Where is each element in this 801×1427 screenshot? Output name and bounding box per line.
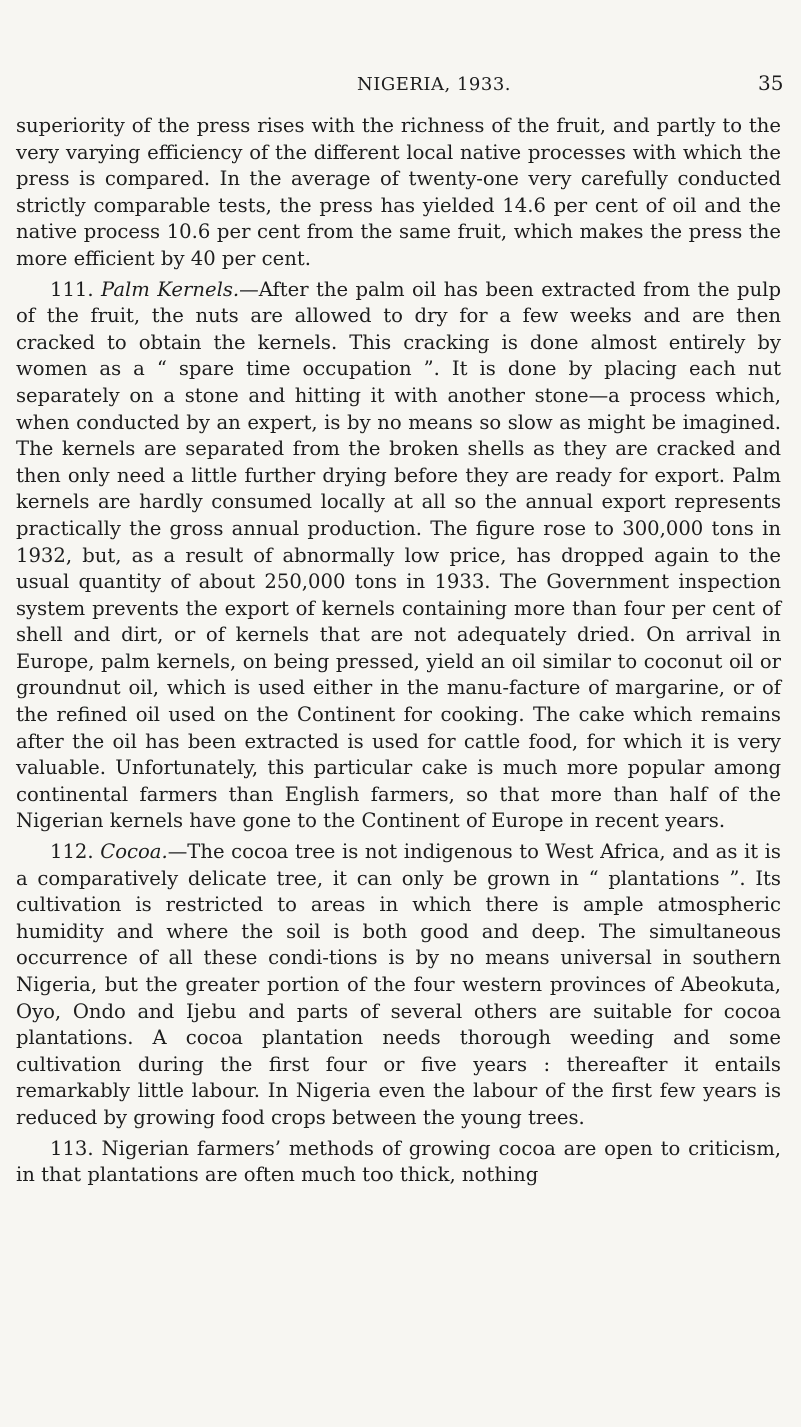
page-number: 35	[758, 71, 784, 95]
paragraph-text: —After the palm oil has been extracted from the pulp of the fruit, the nuts are allowed to dry for a few weeks and are then cracked to obtain the kernels. This cracking is done almost entirely by women as a “ spare time occupation ”. It is done by placing each nut separately on a stone and hitting it with another stone—a process which, when conducted by an expert, is by no means so slow as might be imagined. The kernels are separated from the broken shells as they are cracked and then only need a little further drying before they are ready for export. Palm kernels are hardly consumed locally at all so the annual export represents practically the gross annual production. The figure rose to 300,000 tons in 1932, but, as a result of abnormally low price, has dropped again to the usual quantity of about 250,000 tons in 1933. The Government inspection system prevents the export of kernels containing more than four per cent of shell and dirt, or of kernels that are not adequately dried. On arrival in Europe, palm kernels, on being pressed, yield an oil similar to coconut oil or groundnut oil, which is used either in the manu-facture of margarine, or of the refined oil used on the Continent for cooking. The cake which remains after the oil has been extracted is used for cattle food, for which it is very valuable. Unfortunately, this particular cake is much more popular among continental farmers than English farmers, so that more than half of the Nigerian kernels have gone to the Continent of Europe in recent years.	[16, 277, 781, 833]
paragraph-heading: Cocoa.	[100, 840, 168, 864]
paragraph-continuation	[16, 113, 781, 273]
paragraph-text: superiority of the press rises with the richness of the fruit, and partly to the very varying efficiency of the different local native processes with which the press is compared. In the average of twenty-one very carefully conducted strictly comparable tests, the press has yielded 14.6 per cent of oil and the native process 10.6 per cent from the same fruit, which makes the press the more efficient by 40 per cent.	[16, 114, 781, 270]
paragraph-number: 111.	[50, 277, 94, 301]
body-text	[16, 113, 781, 1189]
paragraph-number: 113.	[50, 1136, 94, 1160]
paragraph-113	[16, 1136, 781, 1189]
paragraph-text: Nigerian farmers’ methods of growing cocoa are open to criticism, in that plantations are often much too thick, nothing	[16, 1136, 781, 1187]
running-head: NIGERIA, 1933.	[357, 74, 512, 95]
paragraph-111	[16, 277, 781, 835]
paragraph-number: 112.	[50, 840, 94, 864]
paragraph-heading: Palm Kernels.	[101, 277, 240, 301]
paragraph-text: —The cocoa tree is not indigenous to West Africa, and as it is a comparatively delicate tree, it can only be grown in “ plantations ”. Its cultivation is restricted to areas in which there is ample atmospheric humidity and where the soil is both good and deep. The simultaneous occurrence of all these condi-tions is by no means universal in southern Nigeria, but the greater portion of the four western provinces of Abeokuta, Oyo, Ondo and Ijebu and parts of several others are suitable for cocoa plantations. A cocoa plantation needs thorough weeding and some cultivation during the first four or five years : thereafter it entails remarkably little labour. In Nigeria even the labour of the first few years is reduced by growing food crops between the young trees.	[16, 840, 781, 1129]
paragraph-112	[16, 839, 781, 1132]
